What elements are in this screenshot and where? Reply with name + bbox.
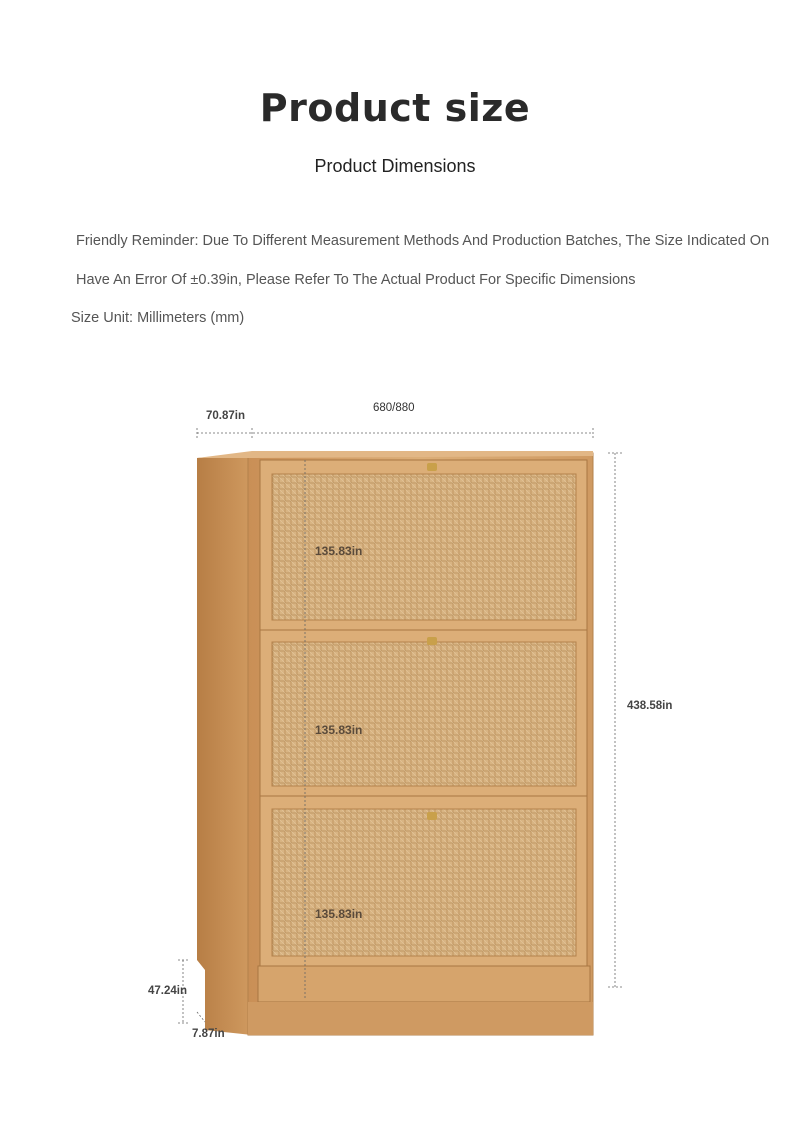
drawer-2 — [260, 630, 587, 798]
dim-base-height: 47.24in — [148, 985, 187, 997]
cabinet-base — [258, 966, 590, 1002]
drawer-1 — [260, 460, 587, 632]
dim-drawer-2: 135.83in — [315, 723, 363, 737]
page-title: Product size — [259, 86, 531, 130]
dim-base-depth: 7.87in — [192, 1028, 225, 1040]
reminder-line-2: Have An Error Of ±0.39in, Please Refer To The Actual Product For Specific Dimensions — [76, 272, 636, 288]
drawer-3-knob — [427, 812, 437, 820]
cabinet-side-panel — [197, 453, 252, 1035]
dim-width: 680/880 — [373, 402, 415, 414]
reminder-line-1: Friendly Reminder: Due To Different Measurement Methods And Production Batches, The Size Indicated On — [76, 233, 770, 249]
dim-height: 438.58in — [627, 700, 673, 712]
page-subtitle: Product Dimensions — [314, 156, 476, 176]
dim-drawer-1: 135.83in — [315, 544, 363, 558]
size-unit-note: Size Unit: Millimeters (mm) — [71, 310, 245, 326]
drawer-3 — [260, 796, 587, 968]
dim-side-depth: 70.87in — [206, 410, 245, 422]
drawer-1-knob — [427, 463, 437, 471]
drawer-2-knob — [427, 637, 437, 645]
dim-drawer-3: 135.83in — [315, 907, 363, 921]
